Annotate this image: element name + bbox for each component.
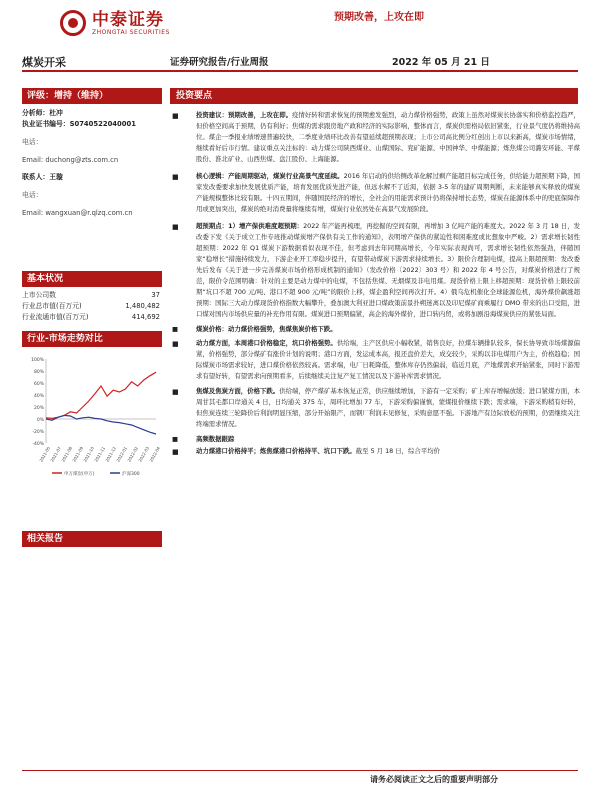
para-head: 核心逻辑：产能周期驱动，煤炭行业高景气度延续。 bbox=[196, 172, 344, 180]
email-row bbox=[22, 154, 162, 166]
report-date: 2022 年 05 月 21 日 bbox=[392, 57, 490, 68]
x-tick-label: 2022-04 bbox=[148, 445, 162, 463]
logo-cn: 中泰证券 bbox=[92, 9, 164, 30]
cert-row bbox=[22, 119, 162, 130]
stats-list bbox=[22, 290, 162, 323]
para-core-logic bbox=[170, 171, 580, 215]
y-tick-label: -40% bbox=[32, 442, 44, 447]
trend-bar: 行业-市场走势对比 bbox=[22, 331, 162, 347]
main-content bbox=[170, 88, 580, 457]
company-logo bbox=[60, 10, 170, 36]
email-label: Email: bbox=[22, 156, 44, 164]
rating-label: 评级： bbox=[27, 91, 55, 101]
para-thermal-coal bbox=[170, 338, 580, 382]
x-tick-label: 2021-12 bbox=[104, 445, 118, 463]
y-tick-label: 80% bbox=[33, 370, 44, 375]
y-tick-label: 20% bbox=[33, 406, 44, 411]
stat-key: 行业总市值(百万元) bbox=[22, 302, 82, 310]
para-coking-coal bbox=[170, 386, 580, 430]
para-head: 投资建议：预期改善，上攻在即。 bbox=[196, 111, 293, 119]
para-head: 超预期点：1）增产保供难度超预期： bbox=[196, 222, 304, 230]
bullet-icon: ■ bbox=[172, 173, 179, 181]
para-investment-advice bbox=[170, 110, 580, 165]
report-type: 证券研究报告/行业周报 bbox=[170, 57, 269, 68]
bullet-icon: ■ bbox=[172, 340, 179, 348]
bullet-icon: ■ bbox=[172, 448, 179, 456]
para-head: 动力煤港口价格持平；炼焦煤港口价格持平、坑口下跌。 bbox=[196, 447, 356, 455]
related-reports-bar: 相关报告 bbox=[22, 531, 162, 547]
para-head: 煤炭价格：动力煤价格强势，焦煤焦炭价格下跌。 bbox=[196, 325, 337, 333]
rating-bar bbox=[22, 88, 162, 104]
x-tick-label: 2021-08 bbox=[60, 445, 74, 463]
x-tick-label: 2021-10 bbox=[82, 445, 96, 463]
x-tick-label: 2021-09 bbox=[71, 445, 85, 463]
stat-key: 行业流通市值(百万元) bbox=[22, 313, 89, 321]
x-tick-label: 2021-11 bbox=[93, 445, 107, 463]
y-tick-label: 0% bbox=[36, 418, 44, 423]
analyst-name: 杜冲 bbox=[49, 109, 63, 117]
stat-row bbox=[22, 301, 162, 312]
analyst-label: 分析师： bbox=[22, 109, 50, 117]
report-tagline: 预期改善，上攻在即 bbox=[334, 12, 424, 23]
series-line-1 bbox=[46, 415, 156, 434]
key-points-bar: 投资要点 bbox=[170, 88, 578, 104]
bullet-icon: ■ bbox=[172, 112, 179, 120]
bullet-icon: ■ bbox=[172, 435, 179, 443]
bullet-icon: ■ bbox=[172, 325, 179, 333]
para-beyond-expectations bbox=[170, 221, 580, 320]
header-divider bbox=[22, 70, 578, 72]
rating-value: 增持（维持） bbox=[54, 91, 109, 101]
phone-label-2: 电话： bbox=[22, 191, 43, 199]
left-sidebar bbox=[22, 88, 162, 547]
para-body: 疫情好转和需求恢复的预期愈发强烈，动力煤价格强势，政策上虽然对煤炭长协落实和价格监控趋严，但价格空间高于预期，仍有利好；焦煤的需求跟房地产政和经济的实际影响，整体而言，煤炭供需格局依旧紧张，行业景气度仍将维持高位。煤企一季报业绩增速普遍较快，二季度业绩环比改善有望延续超预期表现；上市公司高比例分红创出上市以来新高，煤炭市场情绪，继续看好后市行情。建议重点关注标的：动力煤公司陕西煤业、山煤国际、兖矿能源、中国神华、中煤能源；炼焦煤公司潞安环能、平煤股份、淮北矿业、山西焦煤、盘江股份、上海能源。 bbox=[196, 111, 581, 163]
legend-label-0: 申万煤炭(申万) bbox=[64, 472, 95, 477]
contact-email[interactable]: wangxuan@r.qlzq.com.cn bbox=[45, 209, 133, 217]
legend-label-1: 沪深300 bbox=[122, 472, 140, 477]
x-tick-label: 2021-05 bbox=[38, 445, 52, 463]
para-head: 高频数据跟踪 bbox=[196, 435, 235, 443]
stat-value: 1,480,482 bbox=[125, 302, 160, 310]
para-coal-price bbox=[170, 324, 580, 335]
x-tick-label: 2022-02 bbox=[126, 445, 140, 463]
para-head: 焦煤及焦炭方面，价格下跌。 bbox=[196, 387, 280, 395]
logo-mark-icon bbox=[60, 10, 86, 36]
analyst-email[interactable]: duchong@zts.com.cn bbox=[45, 156, 119, 164]
y-tick-label: -20% bbox=[32, 430, 44, 435]
y-tick-label: 60% bbox=[33, 382, 44, 387]
x-tick-label: 2022-01 bbox=[115, 445, 129, 463]
para-port-price bbox=[170, 446, 580, 457]
trend-chart bbox=[22, 351, 162, 479]
logo-text bbox=[92, 11, 170, 36]
stat-value: 414,692 bbox=[131, 313, 160, 321]
analyst-row bbox=[22, 108, 162, 119]
series-line-0 bbox=[46, 372, 156, 418]
para-body: 2016 年启动的供给侧改革化解过剩产能超目标完成任务，供给能力超预期下降，国家发改委要求加快发展优质产能，培育发展优质先进产能，但远水解不了近渴，依据 3-5 年的建矿周期判断，未来能够真实释放的煤炭产能规模整体比较有限。十四五期间，伴随国民经济的增长，全社会的用能需求预计仍将保持增长态势，煤炭在能源体系中的兜底保障作用或更加突出，煤炭的绝对消费量将继续有增，煤炭行业依然处在高景气发展阶段。 bbox=[196, 172, 581, 213]
logo-en: ZHONGTAI SECURITIES bbox=[92, 28, 170, 36]
para-hf-data bbox=[170, 434, 580, 445]
cert-number: S0740522040001 bbox=[69, 120, 136, 128]
para-body: 供给端，主产区供应小幅收紧，销售良好，拉煤车辆排队较多，保长协导致市场煤源偏紧，价格强势，部分煤矿有涨价计划的说明；港口方面，发运成本高，报还盘价差大，成交较少，采购以非电煤用户为主，价格趋稳；国际煤炭市场需求较好，进口煤价格依然较高。需求端，电厂日耗降低，整体库存仍然偏弱，临近月底，产地煤需求开始紧张，同时下游需求有望好转，有望需求向预期看多，后续继续关注复产复工情况以及下游补库需求情况。 bbox=[196, 339, 581, 380]
stat-row bbox=[22, 312, 162, 323]
bullet-icon: ■ bbox=[172, 223, 179, 231]
footer-disclaimer: 请务必阅读正文之后的重要声明部分 bbox=[370, 775, 498, 784]
x-tick-label: 2022-03 bbox=[137, 445, 151, 463]
contact-name: 王璇 bbox=[49, 173, 63, 181]
stat-row bbox=[22, 290, 162, 301]
para-head: 动力煤方面，本周港口价格稳定，坑口价格强势。 bbox=[196, 339, 337, 347]
y-tick-label: 100% bbox=[31, 358, 44, 363]
basic-status-bar: 基本状况 bbox=[22, 271, 162, 287]
para-body: 供给端，停产煤矿基本恢复正常，供应继续增加，下游有一定采购；矿上库存增幅放缓；进口紧煤方面，本周甘其毛都口岸通关 4 日，日均通关 375 车，周环比增加 77 车，下游采购偏谨慎，蒙煤报价继续下跌；需求端，下游采购稍有好转，但焦炭连续三轮降价后利润明显压缩，部分开始限产，而钢厂利润未见修复，采购意愿不强。下游地产有边际放松的预期，仍需继续关注终端需求情况。 bbox=[196, 387, 580, 428]
x-tick-label: 2021-07 bbox=[49, 445, 63, 463]
para-body: 2022 年产能再梳理，再挖掘的空间有限，再增加 3 亿吨产能的难度大。2022 年 3 月 18 日，发改委下发《关于成立工作专班推动煤炭增产保供有关工作的通知》，表明增产保供的紧迫性和困难度或比想象中严峻。2）需求增长韧性超预期：2022 年 Q1 煤炭下游数据看似表现不佳，但考虑到去年同期高增长，今年实际表现尚可，需求增长韧性依然强劲，伴随国家“稳增长”措施持续发力，下游企业开工率稳步提升，有望带动煤炭下游需求持续增长。3）限价合理制电煤，提高上限超预期：发改委先后发布《关于进一步完善煤炭市场价格形成机制的通知》（发改价格〔2022〕303 号）和 2022 年 4 号公告，对煤炭价格进行了规范，限价令范围明确：针对的主要是动力煤中的电煤，不包括焦煤、无烟煤及非电用煤。现货价格上限上移超预期：现货价格上限较前期“坑口不超 700 元/吨、港口不超 900 元/吨”的限价上移，煤企盈利空间再次打开。4）俄乌危机催化全球能源危机，海外煤价飙涨超预期：国际三大动力煤现货价格指数大幅攀升，叠加澳大利亚进口煤政策前景扑朔迷离以及印尼煤矿商乘履行 DMO 带来的出口受阻，进口煤对国内市场供应量的补充作用有限。煤炭进口预期偏紧，高企的海外煤价，进口转内贸，或将加剧沿海煤炭供应的紧张局面。 bbox=[196, 222, 580, 318]
stat-key: 上市公司数 bbox=[22, 291, 56, 299]
contact-row bbox=[22, 172, 162, 183]
email-row-2 bbox=[22, 207, 162, 219]
email-label-2: Email: bbox=[22, 209, 44, 217]
contact-label: 联系人： bbox=[22, 173, 50, 181]
footer-divider bbox=[22, 770, 578, 771]
trend-chart-svg bbox=[22, 351, 162, 479]
phone-label: 电话： bbox=[22, 138, 43, 146]
stat-value: 37 bbox=[151, 291, 160, 299]
para-body: 截至 5 月 18 日，综合平均价 bbox=[355, 447, 440, 455]
y-tick-label: 40% bbox=[33, 394, 44, 399]
sector-name: 煤炭开采 bbox=[22, 56, 66, 69]
cert-label: 执业证书编号： bbox=[22, 120, 70, 128]
bullet-icon: ■ bbox=[172, 388, 179, 396]
